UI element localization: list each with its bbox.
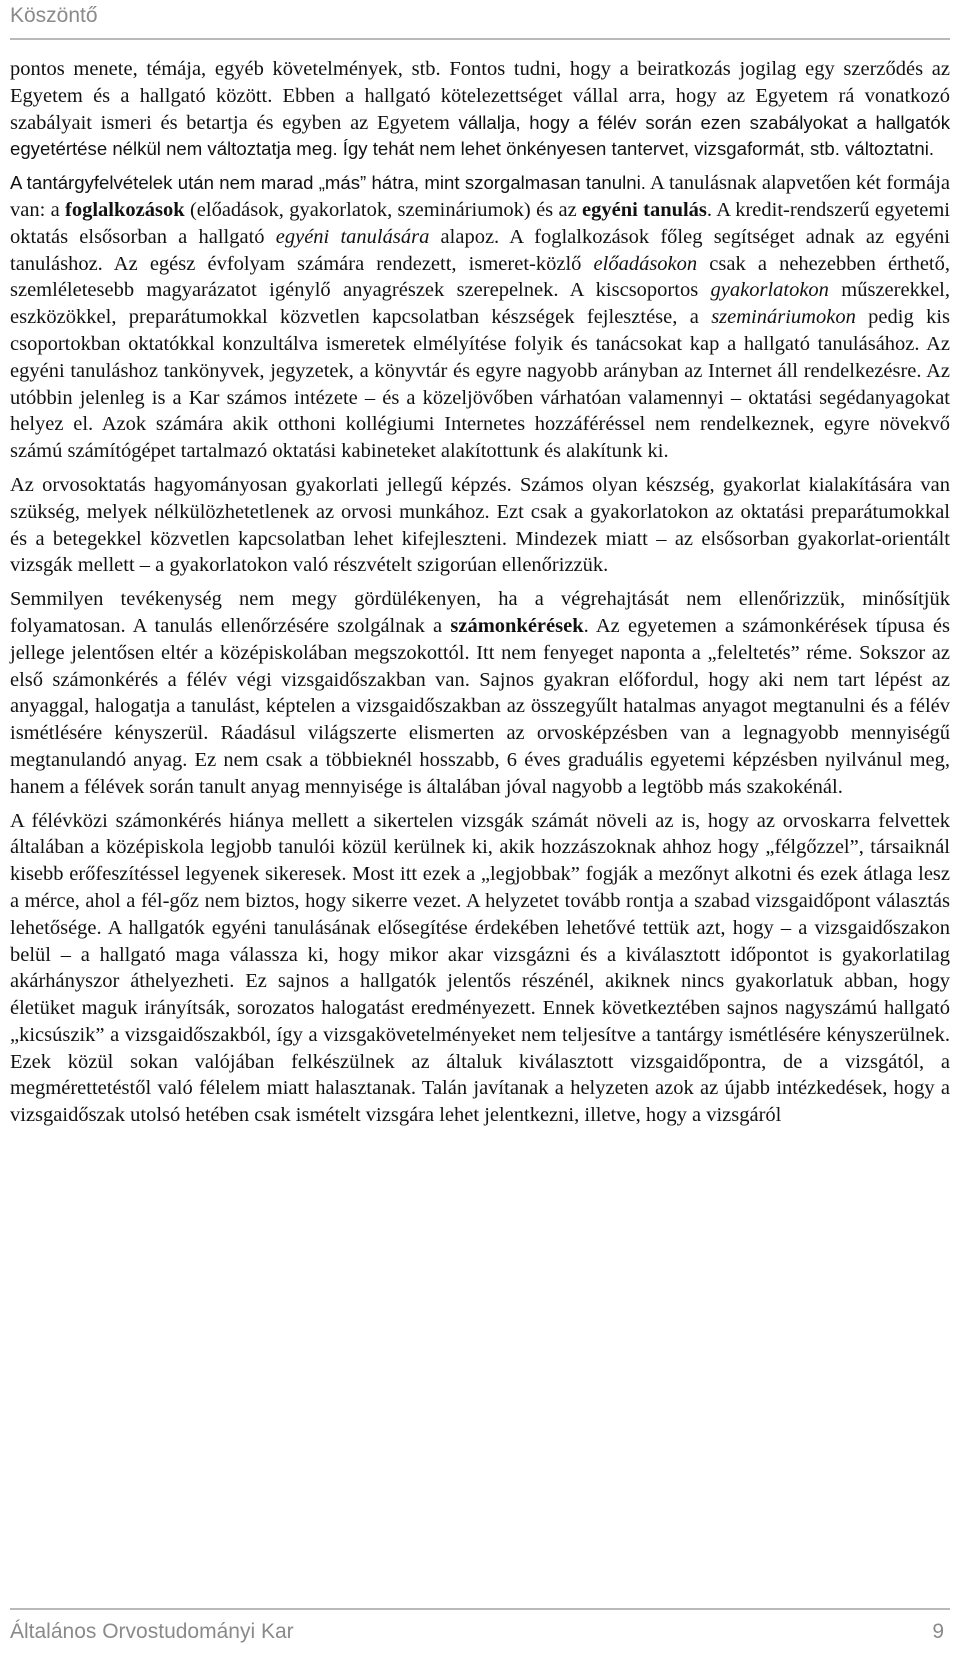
page-number: 9 — [932, 1620, 944, 1643]
text-run: (előadások, gyakorlatok, szemináriumok) és az — [184, 198, 582, 221]
text-run: . Az egyetemen a számonkérések típusa és jellege jelentősen eltér a középiskolában megszokottól. Itt nem fenyeget naponta a „feleltetés” réme. Sokszor az első számonkérés a félév végi vizsgaidőszakban van. Sajnos gyakran előfordul, hogy aki nem tart lépést az anyaggal, halogatja a tanulást, képtelen a vizsgaidőszakban az összegyűlt hatalmas anyagot megtanulni és a félév ismétlésére kényszerül. Ráadásul világszerte elismerten az orvosképzésben van a legnagyobb mennyiségű megtanulandó anyag. Ez nem csak a többieknél hosszabb, 6 éves graduális egyetemi képzésben nyilvánul meg, hanem a félévek során tanult anyag mennyisége is általában jóval nagyobb a legtöbb más szakokénál. — [10, 614, 950, 798]
header-title: Köszöntő — [10, 4, 98, 27]
text-run: pontos menete, témája, egyéb követelmények, stb. Fontos tudni, hogy a beiratkozás jogilag egy szerződés az Egyetem és a hallgató között. Ebben a hallgató kötelezettséget vállal arra, hogy az Egyetem rá vonatkozó szabályait ismeri és betartja és egyben az Egyetem — [10, 58, 950, 134]
paragraph-4 — [10, 586, 950, 800]
text-run: Az orvosoktatás hagyományosan gyakorlati jellegű képzés. Számos olyan készség, gyakorlat kialakítására van szükség, melyek nélkülözhetetlenek az orvosi munkához. Ezt csak a gyakorlatokon az oktatási preparátumokkal és a betegekkel közvetlen kapcsolatban lehet kifejleszteni. Mindezek miatt – az elsősorban gyakorlat-orientált vizsgák mellett – a gyakorlatokon való részvételt szigorúan ellenőrizzük. — [10, 473, 950, 577]
page-header — [10, 2, 950, 40]
italic-term: gyakorlatokon — [710, 279, 829, 302]
text-run: . A kredit-rendszerű egyetemi oktatás elsősorban a hallgató — [10, 198, 950, 248]
italic-term: egyéni tanulására — [275, 225, 430, 248]
text-run: A félévközi számonkérés hiánya mellett a sikertelen vizsgák számát növeli az is, hogy az orvoskarra felvettek általában a középiskola legjobb tanulói közül kerülnek ki, akik hozzászoknak ahhoz hogy „félgőzzel”, társaiknál kisebb erőfeszítéssel legyenek sikeresek. Most itt ezek a „legjobbak” fogják a mezőnyt alkotni és ezek átlaga lesz a mérce, ahol a fél-gőz nem biztos, hogy sikerre vezet. A helyzetet tovább rontja a szabad vizsgaidőpont választás lehetősége. A hallgatók egyéni tanulásának elősegítése érdekében lehetővé tettük azt, hogy – a vizsgaidőszakon belül – a hallgató maga válassza ki, hogy mikor akar vizsgázni és a kiválasztott időpontot is gyakorlatilag akárhányszor áthelyezheti. Ez sajnos a hallgatók jelentős részénél, akiknek nincs gyakorlatuk abban, hogy életüket maguk irányítsák, sorozatos halogatást eredményezett. Ennek következtében sajnos nagyszámú hallgató „kicsúszik” a vizsgaidőszakból, így a vizsgakövetelményeket nem teljesítve a tantárgy ismétlésére kényszerülnek. Ezek közül sokan valójában felkészülnek az általuk kiválasztott vizsgaidőpontra, de a vizsgától, a megmérettetéstől való félelem miatt halasztanak. Talán javítanak a helyzeten azok az újabb intézkedések, hogy a vizsgaidőszak utolsó hetében csak ismételt vizsgára lehet jelentkezni, illetve, hogy a vizsgáról — [10, 809, 950, 1127]
italic-term: előadásokon — [593, 252, 698, 275]
bold-term: egyéni tanulás — [582, 198, 707, 221]
text-run: A tantárgyfelvételek után nem marad „más” hátra, mint szorgalmasan tanulni. — [10, 172, 646, 194]
footer-faculty-name: Általános Orvostudományi Kar — [10, 1620, 294, 1643]
text-run: műszerekkel, eszközökkel, preparátumokkal közvetlen kapcsolatban készségek fejlesztése, a — [10, 279, 950, 329]
italic-term: szemináriumokon — [711, 306, 856, 329]
body-text — [10, 56, 950, 1129]
paragraph-2 — [10, 170, 950, 465]
page-footer — [10, 1608, 950, 1650]
text-run: A tanulásnak alapvetően két formája van: a — [10, 172, 951, 221]
text-run: alapoz. A foglalkozások főleg segítséget adnak az egyéni tanuláshoz. Az egész évfolyam számára rendezett, ismeret-közlő — [10, 225, 950, 275]
text-run: Semmilyen tevékenység nem megy gördülékenyen, ha a végrehajtását nem ellenőrizzük, minősítjük folyamatosan. A tanulás ellenőrzésére szolgálnak a — [10, 588, 950, 637]
text-run: csak a nehezebben érthető, szemléletesebb magyarázatot igénylő anyagrészek szerepelnek. A kiscsoportos — [10, 252, 950, 302]
text-run: pedig kis csoportokban oktatókkal konzultálva ismeretek elmélyítése folyik és tanácsokat kap a hallgató tanulásához. Az egyéni tanuláshoz tankönyvek, jegyzetek, a könyvtár és egyre nagyobb arányban az Internet áll rendelkezésre. Az utóbbin jelenleg is a Kar számos intézete – és a közeljövőben várhatóan valamennyi – oktatási segédanyagokat helyez el. Azok számára akik otthoni kollégiumi Internetes hozzáféréssel nem rendelkeznek, egyre növekvő számú számítógépet tartalmazó oktatási kabineteket alakítottunk és alakítunk ki. — [10, 306, 950, 463]
paragraph-3 — [10, 472, 950, 579]
bold-term: foglalkozások — [65, 198, 185, 221]
paragraph-1 — [10, 56, 950, 163]
text-run: vállalja, hogy a félév során ezen szabályokat a hallgatók egyetértése nélkül nem változtatja meg. Így tehát nem lehet önkényesen tantervet, vizsgaformát, stb. változtatni. — [10, 111, 950, 160]
bold-term: számonkérések — [450, 614, 584, 637]
paragraph-5 — [10, 808, 950, 1130]
